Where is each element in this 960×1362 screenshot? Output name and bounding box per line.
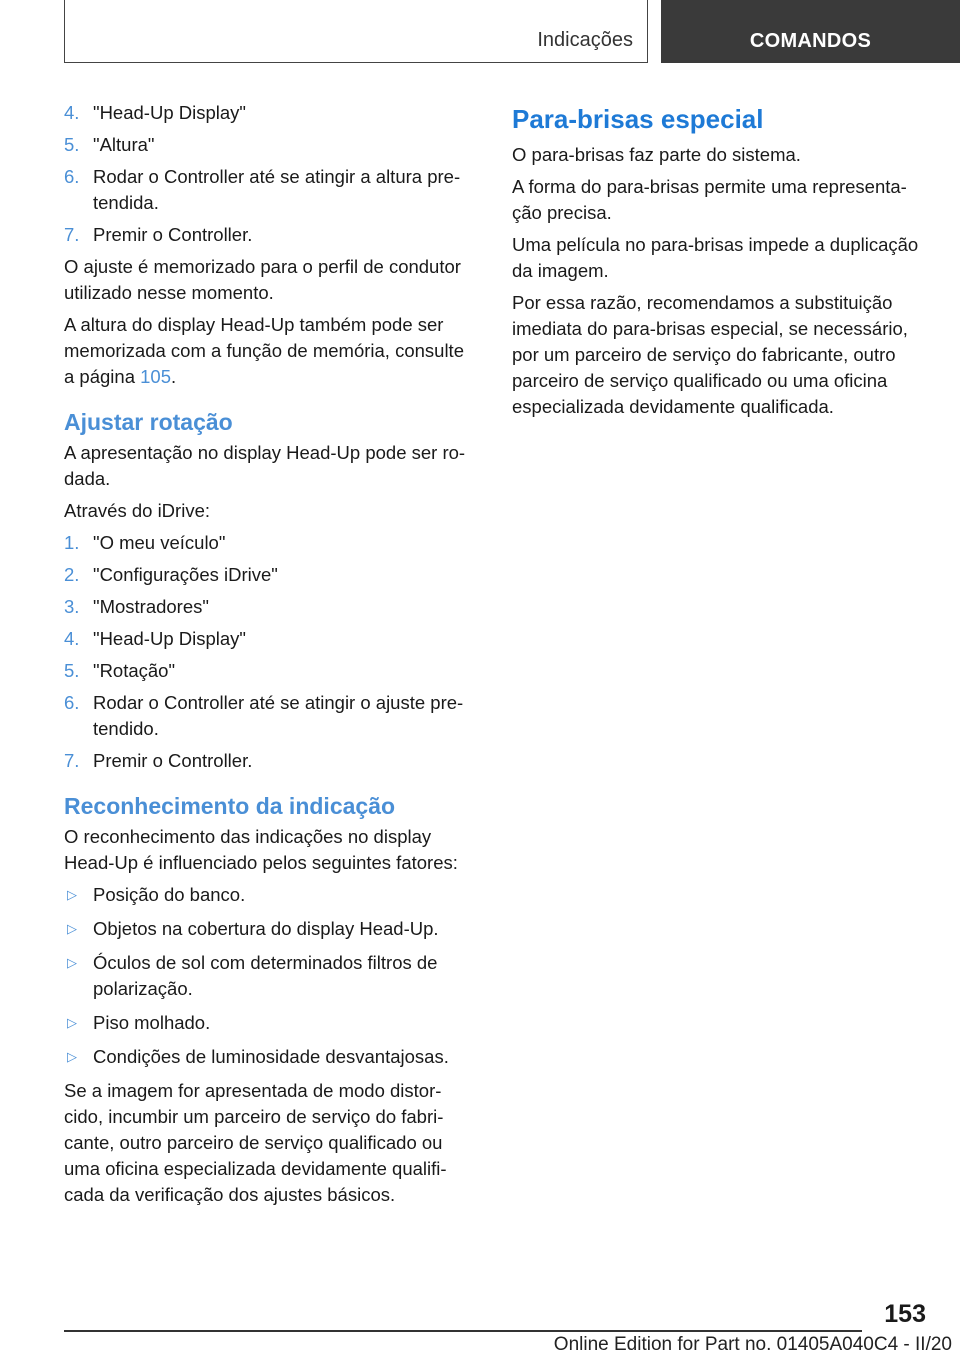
step-text: "O meu veículo" bbox=[93, 532, 226, 553]
step-text: "Mostradores" bbox=[93, 596, 209, 617]
page-reference-link[interactable]: 105 bbox=[140, 366, 171, 387]
header-section-box bbox=[64, 0, 648, 63]
paragraph-via-idrive: Através do iDrive: bbox=[64, 500, 210, 521]
bullet-text: Condições de luminosidade desvantajosas. bbox=[93, 1046, 449, 1067]
list-item bbox=[64, 882, 478, 908]
paragraph-windshield-film: Uma película no para-brisas impede a duplicação da imagem. bbox=[512, 234, 919, 281]
right-column bbox=[512, 100, 932, 426]
step-text: "Head-Up Display" bbox=[93, 102, 246, 123]
step-item bbox=[64, 222, 478, 248]
paragraph-memory-function: A altura do display Head-Up também pode ser memorizada com a função de memória, consulte a página 105. bbox=[64, 314, 464, 387]
page-header bbox=[0, 0, 960, 68]
paragraph-distorted: Se a imagem for apresentada de modo distor-cido, incumbir um parceiro de serviço do fabri-cante, outro parceiro de serviço qualificado ou uma oficina especializada devidamente qualifi-cada da verificação dos ajustes básicos. bbox=[64, 1080, 447, 1205]
step-number: 2. bbox=[64, 564, 80, 585]
footer-divider bbox=[64, 1330, 862, 1332]
triangle-bullet-icon: ▷ bbox=[67, 1015, 77, 1030]
step-text: "Rotação" bbox=[93, 660, 176, 681]
paragraph-rotation: A apresentação no display Head-Up pode ser ro-dada. bbox=[64, 442, 466, 489]
step-number: 7. bbox=[64, 750, 80, 771]
step-item bbox=[64, 164, 478, 216]
steps-list-rotation bbox=[64, 530, 478, 774]
step-number: 6. bbox=[64, 692, 80, 713]
step-item bbox=[64, 100, 478, 126]
header-chapter-tab: COMANDOS bbox=[661, 0, 960, 63]
bullet-text: Posição do banco. bbox=[93, 884, 246, 905]
step-text: Rodar o Controller até se atingir a altura pre-tendida. bbox=[93, 166, 461, 213]
list-item bbox=[64, 1010, 478, 1036]
triangle-bullet-icon: ▷ bbox=[67, 887, 77, 902]
step-item bbox=[64, 748, 478, 774]
step-text: "Configurações iDrive" bbox=[93, 564, 278, 585]
steps-list-height bbox=[64, 100, 478, 248]
step-number: 4. bbox=[64, 628, 80, 649]
triangle-bullet-icon: ▷ bbox=[67, 921, 77, 936]
step-text: "Altura" bbox=[93, 134, 155, 155]
bullet-text: Piso molhado. bbox=[93, 1012, 211, 1033]
step-text: Premir o Controller. bbox=[93, 224, 253, 245]
paragraph-windshield-system: O para-brisas faz parte do sistema. bbox=[512, 144, 801, 165]
step-number: 1. bbox=[64, 532, 80, 553]
bullet-text: Objetos na cobertura do display Head-Up. bbox=[93, 918, 439, 939]
step-item bbox=[64, 690, 478, 742]
heading-adjust-rotation: Ajustar rotação bbox=[64, 409, 233, 435]
step-number: 5. bbox=[64, 134, 80, 155]
heading-special-windshield: Para-brisas especial bbox=[512, 104, 764, 134]
list-item bbox=[64, 1044, 478, 1070]
step-number: 6. bbox=[64, 166, 80, 187]
paragraph-memorized: O ajuste é memorizado para o perfil de condutor utilizado nesse momento. bbox=[64, 256, 461, 303]
paragraph-windshield-shape: A forma do para-brisas permite uma representa-ção precisa. bbox=[512, 176, 907, 223]
step-text: Rodar o Controller até se atingir o ajuste pre-tendido. bbox=[93, 692, 464, 739]
triangle-bullet-icon: ▷ bbox=[67, 955, 77, 970]
step-number: 7. bbox=[64, 224, 80, 245]
step-number: 5. bbox=[64, 660, 80, 681]
list-item bbox=[64, 950, 478, 1002]
footer-edition-text: Online Edition for Part no. 01405A040C4 - II/20 bbox=[553, 1334, 952, 1355]
paragraph-windshield-replacement: Por essa razão, recomendamos a substituição imediata do para-brisas especial, se necessário, por um parceiro de serviço do fabricante, outro parceiro de serviço qualificado ou uma oficina especializada devidamente qualificada. bbox=[512, 292, 908, 417]
step-text: "Head-Up Display" bbox=[93, 628, 246, 649]
heading-recognition: Reconhecimento da indicação bbox=[64, 793, 396, 819]
step-item bbox=[64, 594, 478, 620]
step-item bbox=[64, 132, 478, 158]
step-item bbox=[64, 626, 478, 652]
list-item bbox=[64, 916, 478, 942]
step-number: 4. bbox=[64, 102, 80, 123]
header-section-title: Indicações bbox=[537, 29, 633, 51]
page-footer bbox=[0, 1290, 960, 1362]
page-number: 153 bbox=[884, 1300, 926, 1328]
triangle-bullet-icon: ▷ bbox=[67, 1049, 77, 1064]
left-column bbox=[64, 100, 478, 1214]
step-item bbox=[64, 530, 478, 556]
paragraph-recognition: O reconhecimento das indicações no display Head-Up é influenciado pelos seguintes fatores: bbox=[64, 826, 458, 873]
step-text: Premir o Controller. bbox=[93, 750, 253, 771]
step-number: 3. bbox=[64, 596, 80, 617]
step-item bbox=[64, 658, 478, 684]
step-item bbox=[64, 562, 478, 588]
bullet-text: Óculos de sol com determinados filtros de polarização. bbox=[93, 952, 438, 999]
factors-list bbox=[64, 882, 478, 1070]
